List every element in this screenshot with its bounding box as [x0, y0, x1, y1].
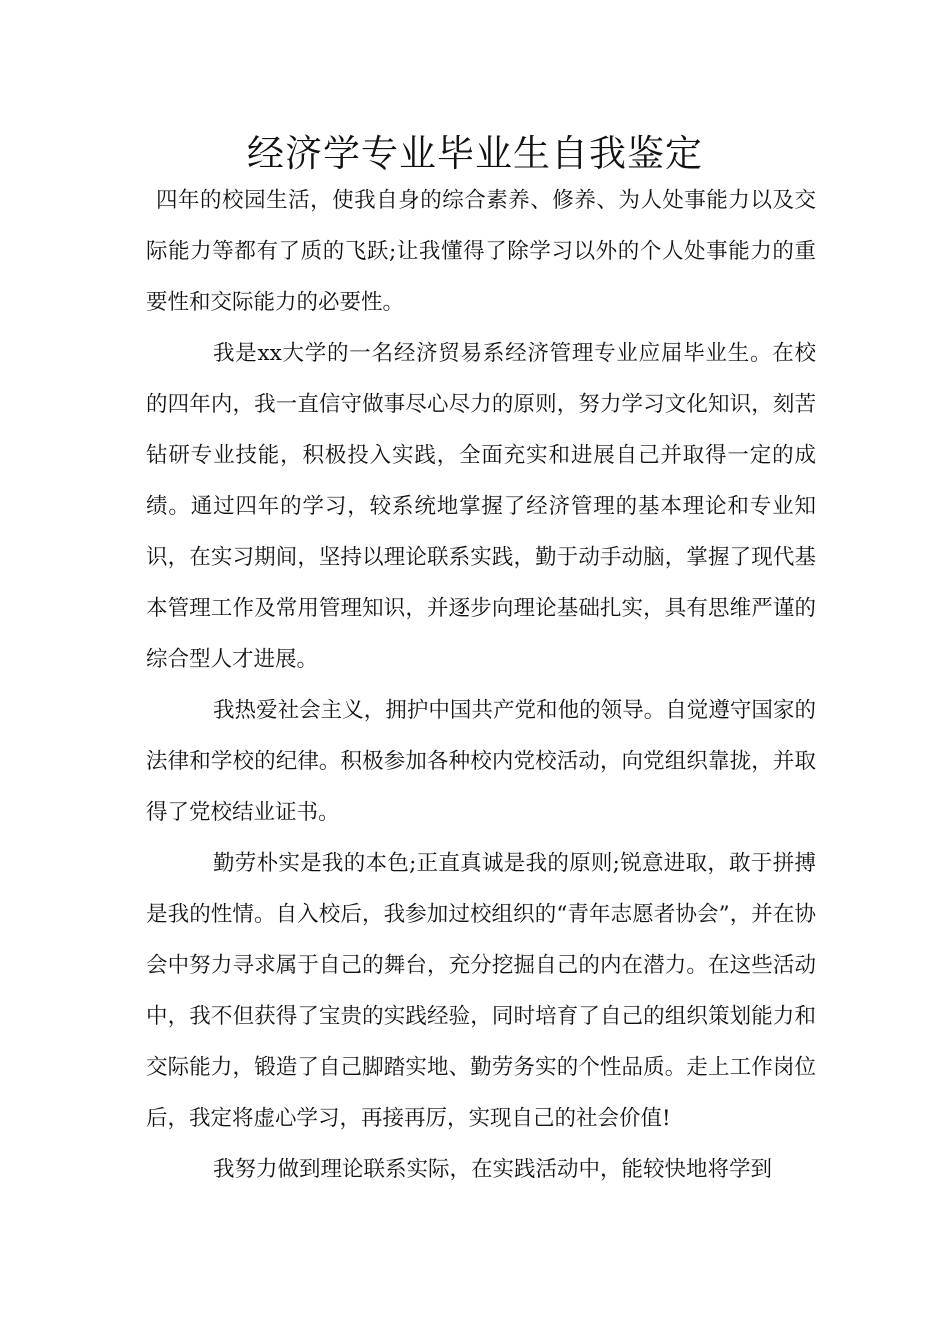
paragraph-5: 我努力做到理论联系实际，在实践活动中，能较快地将学到	[213, 1157, 773, 1182]
document-title: 经济学专业毕业生自我鉴定	[247, 132, 703, 175]
paragraph-3: 我热爱社会主义，拥护中国共产党和他的领导。自觉遵守国家的法律和学校的纪律。积极参加各种校内党校活动，向党组织靠拢，并取得了党校结业证书。	[146, 698, 816, 825]
paragraph-2: 我是xx大学的一名经济贸易系经济管理专业应届毕业生。在校的四年内，我一直信守做事尽心尽力的原则，努力学习文化知识，刻苦钻研专业技能，积极投入实践，全面充实和进展自己并取得一定的成绩。通过四年的学习，较系统地掌握了经济管理的基本理论和专业知识，在实习期间，坚持以理论联系实践，勤于动手动脑，掌握了现代基本管理工作及常用管理知识，并逐步向理论基础扎实，具有思维严谨的综合型人才进展。	[146, 341, 816, 672]
paragraph-4: 勤劳朴实是我的本色;正直真诚是我的原则;锐意进取，敢于拼搏是我的性情。自入校后，我参加过校组织的“青年志愿者协会”，并在协会中努力寻求属于自己的舞台，充分挖掘自己的内在潜力。在这些活动中，我不但获得了宝贵的实践经验，同时培育了自己的组织策划能力和交际能力，锻造了自己脚踏实地、勤劳务实的个性品质。走上工作岗位后，我定将虚心学习，再接再厉，实现自己的社会价值!	[146, 851, 816, 1131]
document-body	[146, 175, 816, 1195]
paragraph-1: 四年的校园生活，使我自身的综合素养、修养、为人处事能力以及交际能力等都有了质的飞跃;让我懂得了除学习以外的个人处事能力的重要性和交际能力的必要性。	[146, 188, 816, 315]
